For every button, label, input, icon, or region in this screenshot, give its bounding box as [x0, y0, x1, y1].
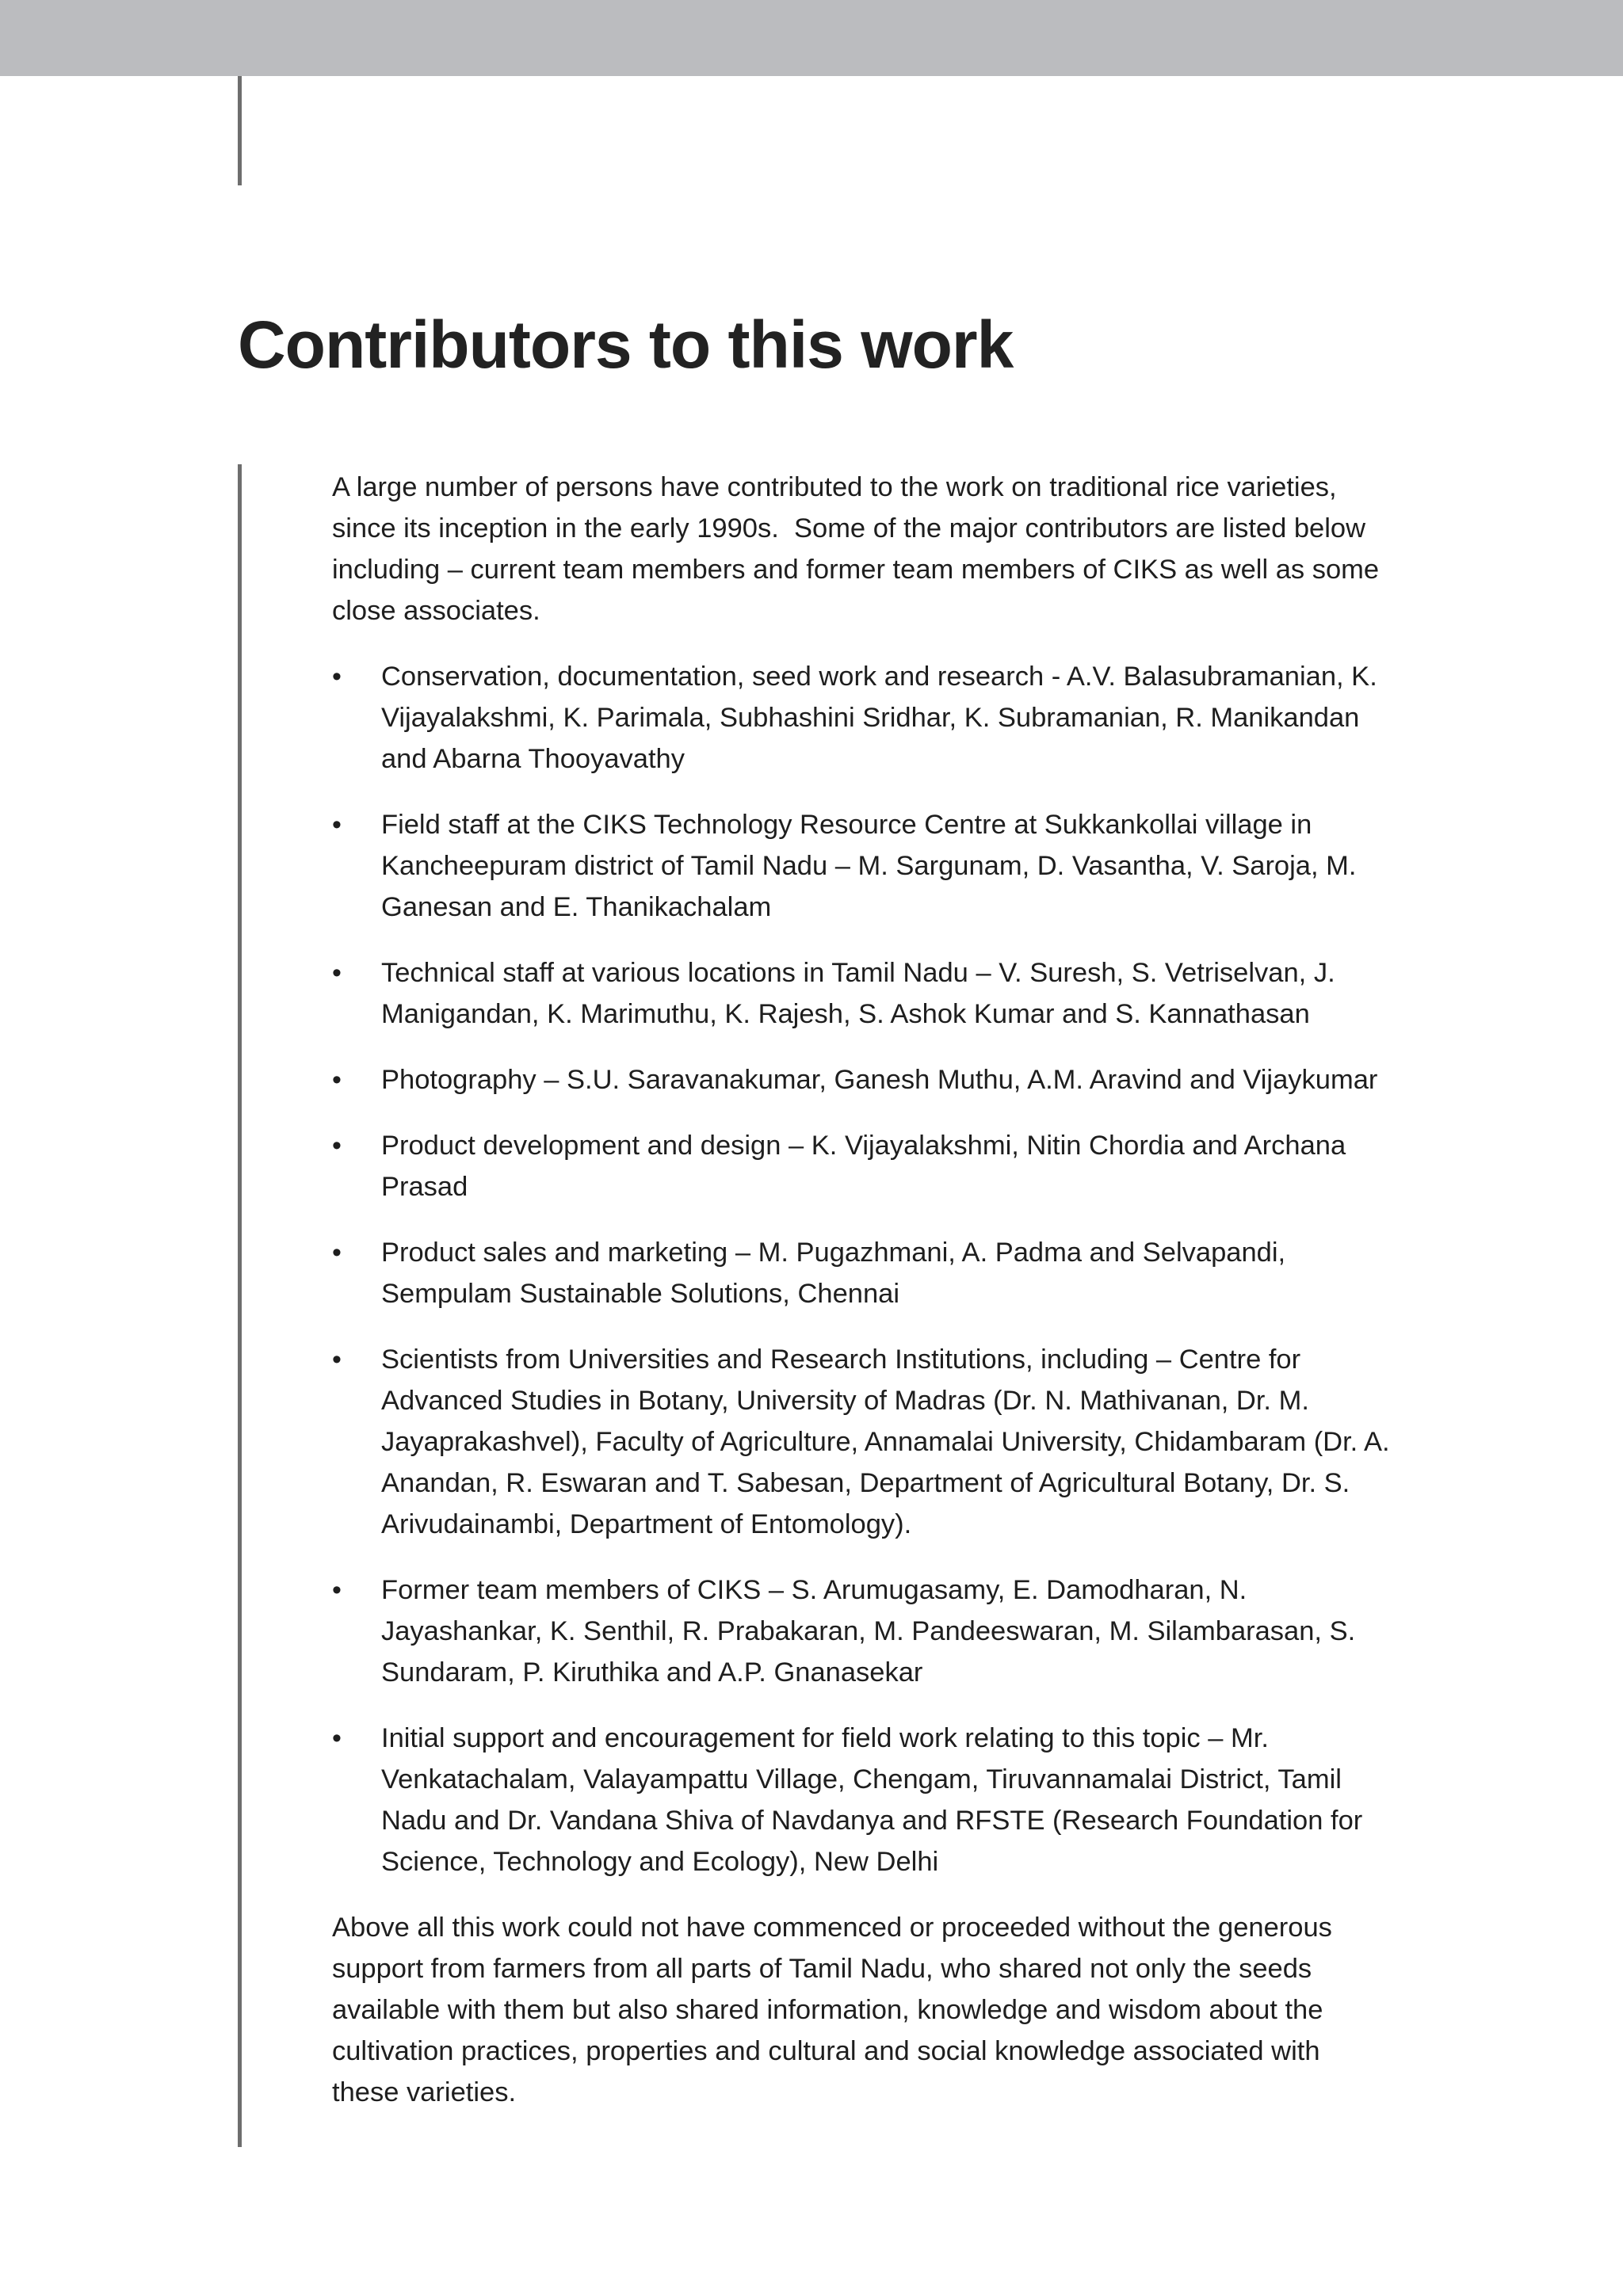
contributor-group-sales-marketing: [332, 1232, 1394, 1314]
contributor-group-photography: [332, 1059, 1394, 1100]
bullet-icon: •: [332, 1575, 342, 1605]
bullet-icon: •: [332, 1238, 342, 1268]
contributor-group-product-development: [332, 1125, 1394, 1207]
contributor-group-former-members: [332, 1569, 1394, 1693]
contributor-group-text: Technical staff at various locations in Tamil Nadu – V. Suresh, S. Vetriselvan, J. Manigandan, K. Marimuthu, K. Rajesh, S. Ashok Kumar and S. Kannathasan: [381, 958, 1335, 1029]
contributor-group-field-staff: [332, 804, 1394, 928]
header-band: [0, 0, 1623, 76]
page-title: Contributors to this work: [238, 307, 1014, 382]
contributor-group-text: Former team members of CIKS – S. Arumugasamy, E. Damodharan, N. Jayashankar, K. Senthil, R. Prabakaran, M. Pandeeswaran, M. Silambarasan, S. Sundaram, P. Kiruthika and A.P. Gnanasekar: [381, 1575, 1356, 1688]
contributor-group-text: Photography – S.U. Saravanakumar, Ganesh Muthu, A.M. Aravind and Vijaykumar: [381, 1065, 1378, 1095]
contributor-group-technical-staff: [332, 952, 1394, 1035]
contributor-group-text: Scientists from Universities and Research Institutions, including – Centre for Advanced Studies in Botany, University of Madras (Dr. N. Mathivanan, Dr. M. Jayaprakashvel), Faculty of Agriculture, Annamalai University, Chidambaram (Dr. A. Anandan, R. Eswaran and T. Sabesan, Department of Agricultural Botany, Dr. S. Arivudainambi, Department of Entomology).: [381, 1344, 1390, 1539]
contributor-group-text: Initial support and encouragement for field work relating to this topic – Mr. Venkatachalam, Valayampattu Village, Chengam, Tiruvannamalai District, Tamil Nadu and Dr. Vandana Shiva of Navdanya and RFSTE (Research Foundation for Science, Technology and Ecology), New Delhi: [381, 1723, 1363, 1877]
intro-paragraph: A large number of persons have contributed to the work on traditional rice varieties, since its inception in the early 1990s. Some of the major contributors are listed below including – current team members and former team members of CIKS as well as some close associates.: [332, 472, 1380, 626]
bullet-icon: •: [332, 958, 342, 988]
contributor-group-initial-support: [332, 1718, 1394, 1882]
contributor-group-conservation: [332, 656, 1394, 780]
contributors-list: [332, 656, 1394, 1882]
document-body: [332, 467, 1394, 2113]
contributor-group-text: Product development and design – K. Vijayalakshmi, Nitin Chordia and Archana Prasad: [381, 1131, 1346, 1202]
bullet-icon: •: [332, 1065, 342, 1095]
bullet-icon: •: [332, 1131, 342, 1161]
contributor-group-text: Conservation, documentation, seed work and research - A.V. Balasubramanian, K. Vijayalakshmi, K. Parimala, Subhashini Sridhar, K. Subramanian, R. Manikandan and Abarna Thooyavathy: [381, 662, 1377, 774]
header-accent-rule: [238, 76, 242, 185]
contributor-group-text: Product sales and marketing – M. Pugazhmani, A. Padma and Selvapandi, Sempulam Sustainable Solutions, Chennai: [381, 1238, 1286, 1309]
contributor-group-text: Field staff at the CIKS Technology Resource Centre at Sukkankollai village in Kancheepuram district of Tamil Nadu – M. Sargunam, D. Vasantha, V. Saroja, M. Ganesan and E. Thanikachalam: [381, 810, 1357, 922]
bullet-icon: •: [332, 662, 342, 692]
content-accent-rule: [238, 464, 242, 2147]
contributor-group-scientists: [332, 1339, 1394, 1545]
bullet-icon: •: [332, 810, 342, 840]
closing-paragraph: Above all this work could not have commenced or proceeded without the generous support from farmers from all parts of Tamil Nadu, who shared not only the seeds available with them but also shared information, knowledge and wisdom about the cultivation practices, properties and cultural and social knowledge associated with these varieties.: [332, 1913, 1332, 2107]
bullet-icon: •: [332, 1344, 342, 1375]
bullet-icon: •: [332, 1723, 342, 1753]
